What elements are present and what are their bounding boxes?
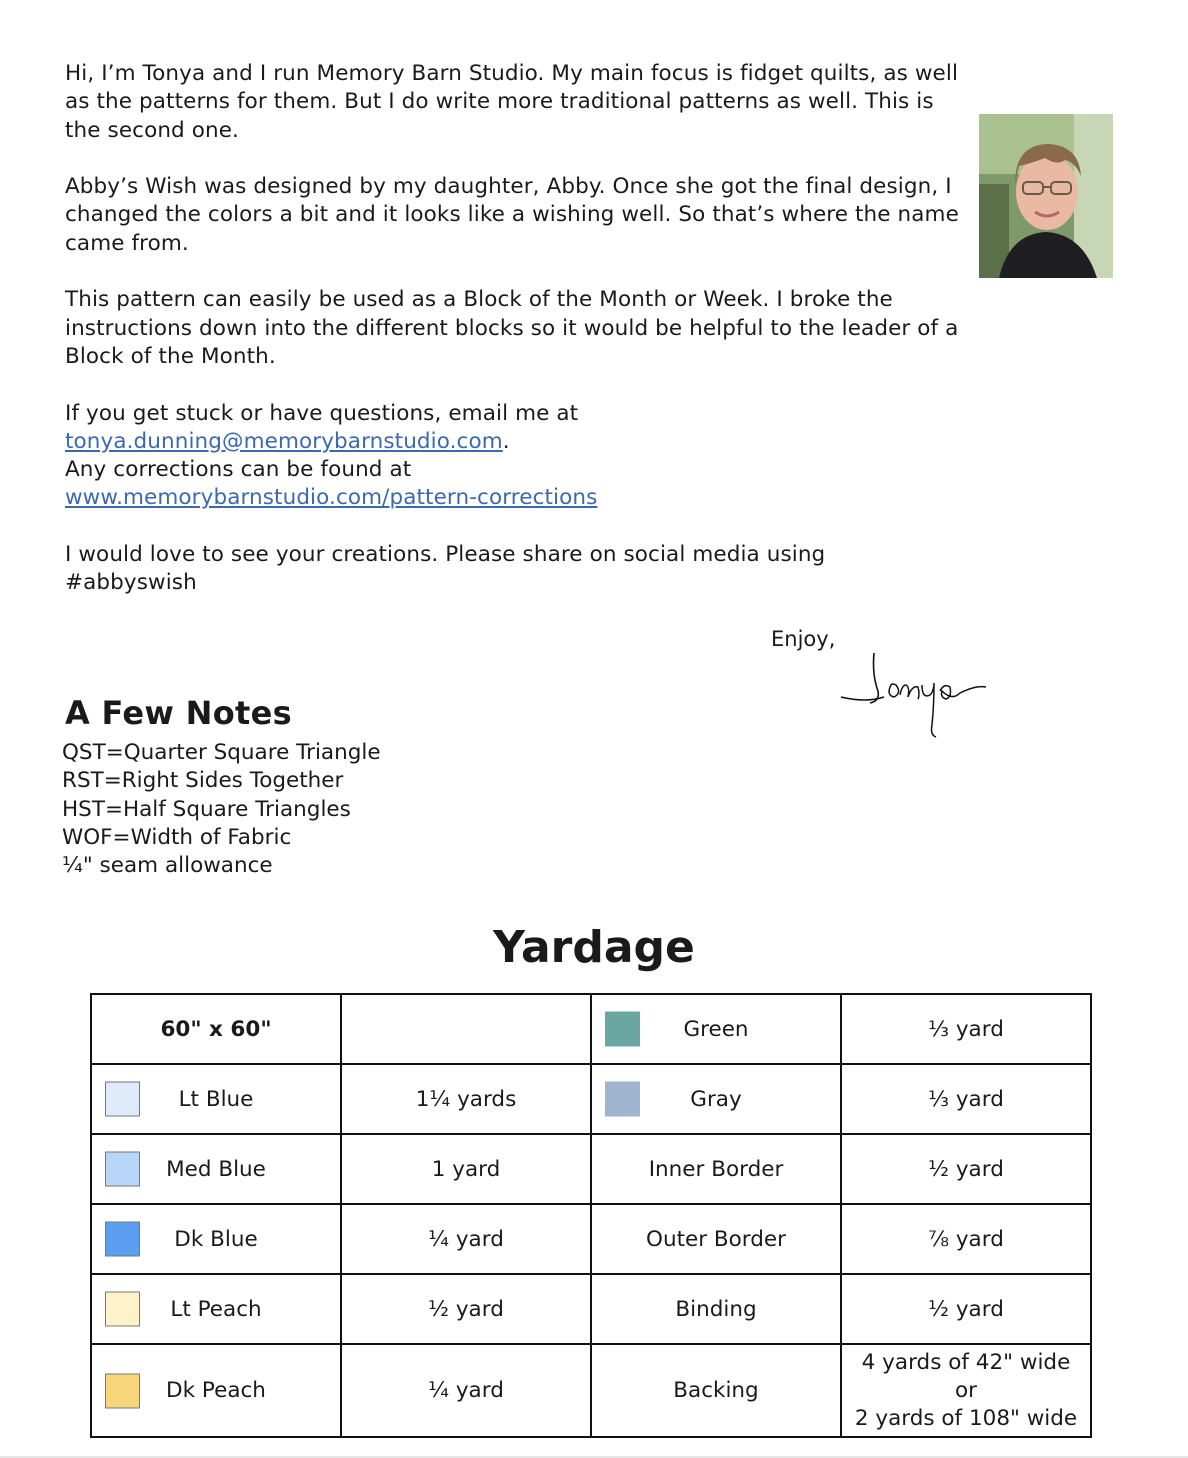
fabric-amount: ⅞ yard [841, 1204, 1091, 1274]
table-row [91, 1134, 1091, 1204]
email-suffix: . [502, 428, 510, 454]
table-row [91, 1064, 1091, 1134]
fabric-amount: ½ yard [841, 1134, 1091, 1204]
swatch-lt-blue [105, 1082, 140, 1117]
corrections-link[interactable]: www.memorybarnstudio.com/pattern-corrections [65, 485, 598, 511]
fabric-amount: ¼ yard [341, 1204, 591, 1274]
table-row [91, 994, 1091, 1064]
empty-cell [341, 994, 591, 1064]
fabric-amount: 1 yard [341, 1134, 591, 1204]
corrections-text: Any corrections can be found at [65, 457, 412, 483]
backing-line: 2 yards of 108" wide [854, 1405, 1078, 1431]
fabric-name: Inner Border [591, 1134, 841, 1204]
fabric-name: Lt Peach [170, 1296, 262, 1322]
fabric-name: Lt Blue [178, 1086, 254, 1112]
fabric-name: Binding [591, 1274, 841, 1344]
table-row [91, 1344, 1091, 1437]
intro-paragraph: Hi, I’m Tonya and I run Memory Barn Studio. My main focus is fidget quilts, as well as the patterns for them. But I do write more traditional patterns as well. This is the second one. [65, 61, 959, 143]
fabric-cell [591, 1064, 841, 1134]
fabric-name: Gray [690, 1086, 742, 1112]
intro-text [65, 60, 965, 626]
fabric-name: Med Blue [166, 1156, 266, 1182]
fabric-amount: 1¼ yards [341, 1064, 591, 1134]
quilt-size: 60" x 60" [91, 994, 341, 1064]
fabric-amount: ½ yard [841, 1274, 1091, 1344]
swatch-dk-peach [105, 1373, 140, 1408]
fabric-cell [91, 1344, 341, 1437]
fabric-cell [91, 1064, 341, 1134]
fabric-amount: ⅓ yard [841, 994, 1091, 1064]
fabric-amount: ¼ yard [341, 1344, 591, 1437]
intro-paragraph: Abby’s Wish was designed by my daughter, Abby. Once she got the final design, I changed the colors a bit and it looks like a wishing well. So that’s where the name came from. [65, 174, 959, 256]
backing-amount [841, 1344, 1091, 1437]
fabric-amount: ⅓ yard [841, 1064, 1091, 1134]
backing-line: 4 yards of 42" wide [861, 1349, 1071, 1375]
yardage-table [90, 993, 1092, 1438]
contact-text: If you get stuck or have questions, email me at [65, 400, 579, 426]
intro-paragraph: This pattern can easily be used as a Block of the Month or Week. I broke the instructions down into the different blocks so it would be helpful to the leader of a Block of the Month. [65, 287, 959, 369]
author-photo [979, 114, 1113, 278]
enjoy-text: Enjoy, [771, 627, 836, 651]
swatch-gray [605, 1082, 640, 1117]
fabric-cell [591, 994, 841, 1064]
signature [836, 645, 996, 740]
table-row [91, 1204, 1091, 1274]
fabric-cell [91, 1274, 341, 1344]
note-item: WOF=Width of Fabric [62, 824, 292, 850]
note-item: ¼" seam allowance [62, 853, 273, 879]
swatch-green [605, 1012, 640, 1047]
fabric-name: Dk Blue [174, 1226, 258, 1252]
swatch-dk-blue [105, 1222, 140, 1257]
fabric-name: Green [683, 1016, 749, 1042]
swatch-lt-peach [105, 1292, 140, 1327]
contact-paragraph [65, 400, 965, 513]
social-paragraph: I would love to see your creations. Please share on social media using #abbyswish [65, 542, 826, 596]
email-link[interactable]: tonya.dunning@memorybarnstudio.com [65, 428, 503, 454]
notes-title: A Few Notes [65, 694, 292, 732]
notes-list [62, 739, 381, 880]
fabric-cell [91, 1134, 341, 1204]
fabric-cell [91, 1204, 341, 1274]
fabric-amount: ½ yard [341, 1274, 591, 1344]
yardage-title: Yardage [493, 922, 695, 973]
note-item: RST=Right Sides Together [62, 768, 344, 794]
swatch-med-blue [105, 1152, 140, 1187]
backing-line: or [955, 1377, 977, 1403]
note-item: HST=Half Square Triangles [62, 796, 351, 822]
fabric-name: Dk Peach [166, 1378, 266, 1403]
fabric-name: Backing [591, 1344, 841, 1437]
fabric-name: Outer Border [591, 1204, 841, 1274]
note-item: QST=Quarter Square Triangle [62, 740, 381, 765]
table-row [91, 1274, 1091, 1344]
